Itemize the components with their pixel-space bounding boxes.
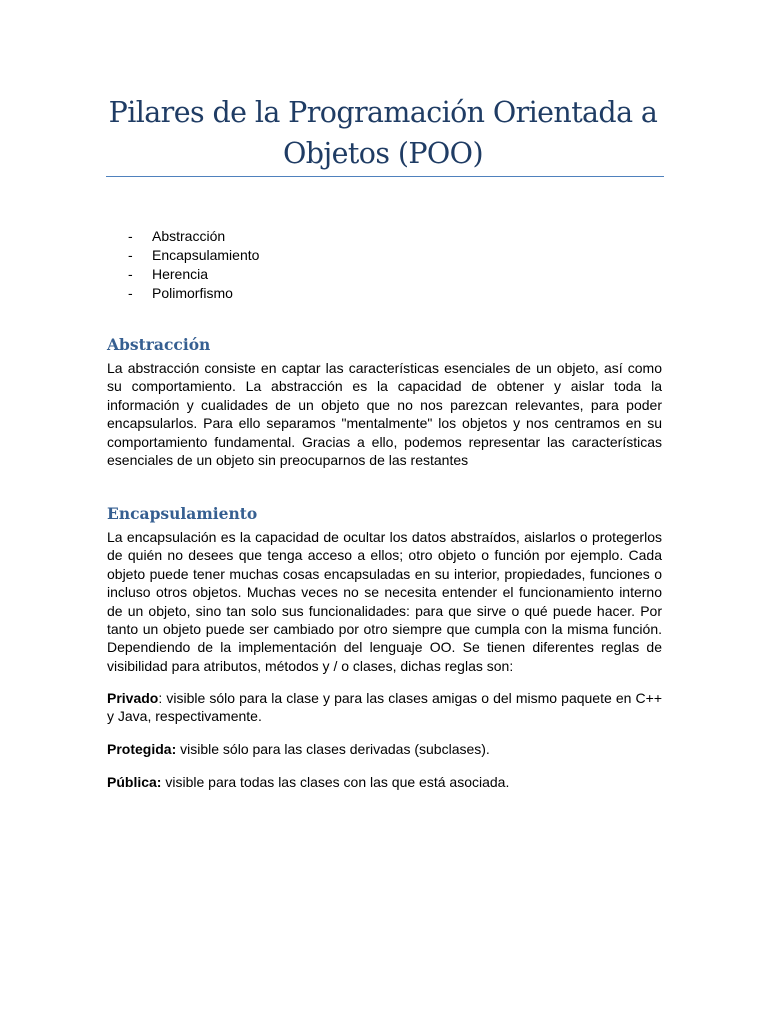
list-item-label: Herencia (152, 266, 209, 282)
rule-privado (107, 689, 662, 726)
section-heading-encapsulamiento: Encapsulamiento (107, 504, 258, 523)
list-item (128, 284, 259, 303)
list-item-label: Polimorfismo (152, 285, 233, 301)
title-divider (106, 176, 664, 177)
list-dash: - (128, 228, 133, 244)
list-dash: - (128, 285, 133, 301)
list-item (128, 265, 259, 284)
list-item (128, 246, 259, 265)
list-item-label: Abstracción (152, 228, 226, 244)
page-title: Pilares de la Programación Orientada a Objetos (POO) (108, 96, 658, 170)
rule-text-publica: visible para todas las clases con las que está asociada. (161, 774, 510, 790)
rule-term-privado: Privado (107, 690, 159, 706)
section-heading-abstraccion: Abstracción (107, 335, 211, 354)
paragraph-encapsulamiento: La encapsulación es la capacidad de ocultar los datos abstraídos, aislarlos o protegerlos de quién no desees que tenga acceso a ellos; otro objeto o función por ejemplo. Cada objeto puede tener muchas cosas encapsuladas en su interior, propiedades, funciones o incluso otros objetos. Muchas veces no se necesita entender el funcionamiento interno de un objeto, sino tan solo sus funcionalidades: para que sirve o qué puede hacer. Por tanto un objeto puede ser cambiado por otro siempre que cumpla con la misma función. Dependiendo de la implementación del lenguaje OO. Se tienen diferentes reglas de visibilidad para atributos, métodos y / o clases, dichas reglas son: (107, 529, 662, 674)
rule-publica (107, 773, 662, 791)
list-dash: - (128, 266, 133, 282)
list-item (128, 227, 259, 246)
list-dash: - (128, 247, 133, 263)
rule-protegida (107, 740, 662, 758)
list-item-label: Encapsulamiento (152, 247, 260, 263)
pillars-list (128, 227, 259, 303)
paragraph-abstraccion: La abstracción consiste en captar las características esenciales de un objeto, así como su comportamiento. La abstracción es la capacidad de obtener y aislar toda la información y cualidades de un objeto que no nos parezcan relevantes, para poder encapsularlos. Para ello separamos "mentalmente" los objetos y nos centramos en su comportamiento fundamental. Gracias a ello, podemos representar las características esenciales de un objeto sin preocuparnos de las restantes (107, 360, 662, 469)
rule-text-privado: : visible sólo para la clase y para las clases amigas o del mismo paquete en C++ y Java, respectivamente. (107, 690, 662, 725)
rule-text-protegida: visible sólo para las clases derivadas (subclases). (176, 741, 490, 757)
rule-term-publica: Pública: (107, 774, 162, 790)
rule-term-protegida: Protegida: (107, 741, 177, 757)
